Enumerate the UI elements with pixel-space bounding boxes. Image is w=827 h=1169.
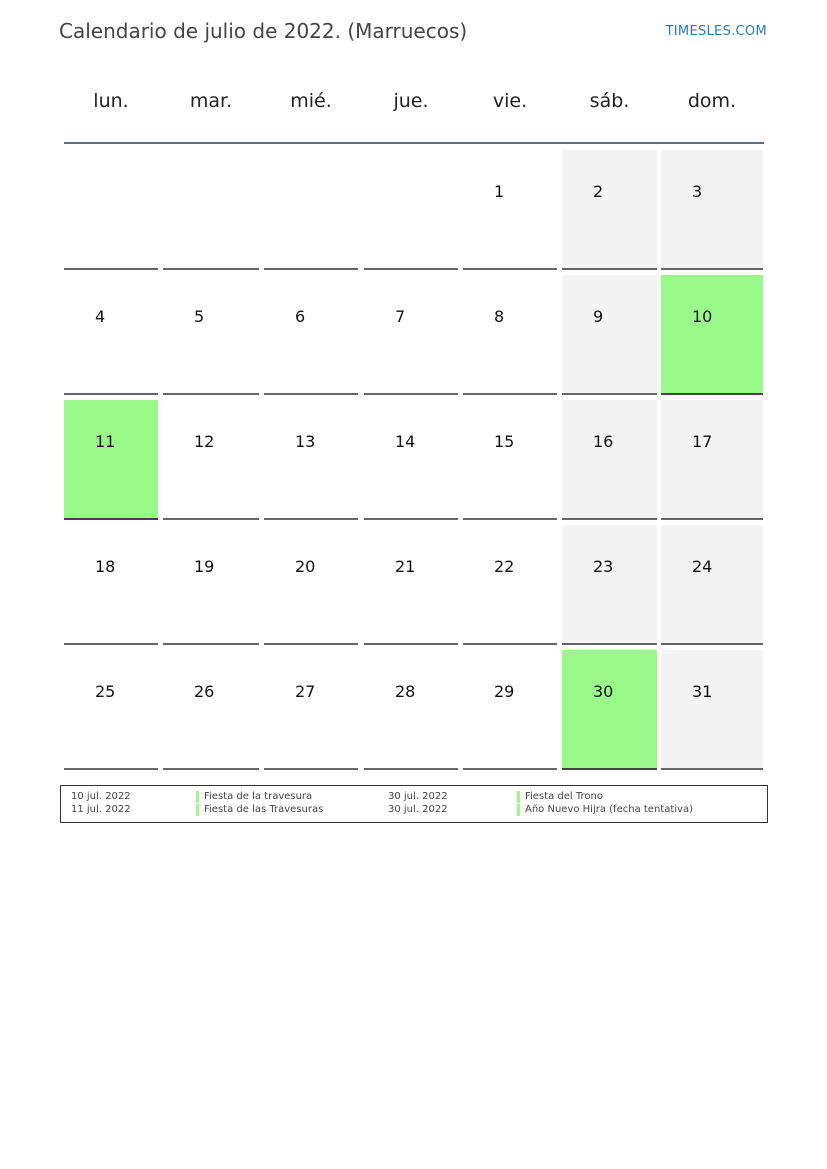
day-cell[interactable] bbox=[463, 400, 557, 520]
day-number: 14 bbox=[395, 432, 416, 451]
legend-color-swatch bbox=[196, 791, 199, 803]
day-number: 18 bbox=[95, 557, 116, 576]
day-cell[interactable] bbox=[463, 650, 557, 770]
day-number: 27 bbox=[295, 682, 316, 701]
day-cell[interactable] bbox=[364, 400, 458, 520]
legend-holiday-name: Año Nuevo Hijra (fecha tentativa) bbox=[525, 804, 693, 815]
legend-item bbox=[71, 804, 431, 816]
day-cell[interactable] bbox=[364, 525, 458, 645]
day-number: 20 bbox=[295, 557, 316, 576]
day-cell[interactable] bbox=[661, 650, 763, 770]
weekday-label: dom. bbox=[687, 90, 737, 112]
day-number: 26 bbox=[194, 682, 215, 701]
weekday-label: vie. bbox=[492, 90, 528, 112]
day-number: 15 bbox=[494, 432, 515, 451]
header-divider bbox=[64, 142, 764, 144]
weekday-header-row bbox=[64, 90, 764, 120]
day-cell[interactable] bbox=[562, 275, 657, 395]
legend-color-swatch bbox=[517, 804, 520, 816]
legend-date: 30 jul. 2022 bbox=[388, 791, 448, 802]
day-number: 28 bbox=[395, 682, 416, 701]
day-number: 2 bbox=[593, 182, 604, 201]
day-cell[interactable] bbox=[463, 150, 557, 270]
day-number: 7 bbox=[395, 307, 406, 326]
day-number: 17 bbox=[692, 432, 713, 451]
legend-item bbox=[388, 791, 748, 803]
day-cell[interactable] bbox=[64, 275, 158, 395]
legend-date: 30 jul. 2022 bbox=[388, 804, 448, 815]
day-number: 16 bbox=[593, 432, 614, 451]
day-number: 13 bbox=[295, 432, 316, 451]
day-cell[interactable] bbox=[264, 525, 358, 645]
day-cell bbox=[264, 150, 358, 270]
legend-holiday-name: Fiesta de la travesura bbox=[204, 791, 313, 802]
legend-date: 10 jul. 2022 bbox=[71, 791, 131, 802]
day-cell[interactable] bbox=[264, 400, 358, 520]
day-cell[interactable] bbox=[64, 525, 158, 645]
day-cell bbox=[163, 150, 259, 270]
day-number: 21 bbox=[395, 557, 416, 576]
legend-color-swatch bbox=[196, 804, 199, 816]
legend-holiday-name: Fiesta del Trono bbox=[525, 791, 603, 802]
day-number: 19 bbox=[194, 557, 215, 576]
day-cell[interactable] bbox=[264, 275, 358, 395]
page-title: Calendario de julio de 2022. (Marruecos) bbox=[59, 19, 468, 43]
day-cell[interactable] bbox=[163, 525, 259, 645]
legend-date: 11 jul. 2022 bbox=[71, 804, 131, 815]
day-cell[interactable] bbox=[661, 275, 763, 395]
legend-color-swatch bbox=[517, 791, 520, 803]
day-number: 10 bbox=[692, 307, 713, 326]
day-cell[interactable] bbox=[562, 400, 657, 520]
day-cell[interactable] bbox=[661, 150, 763, 270]
legend-item bbox=[388, 804, 748, 816]
day-cell[interactable] bbox=[562, 525, 657, 645]
day-number: 8 bbox=[494, 307, 505, 326]
day-cell[interactable] bbox=[463, 525, 557, 645]
day-number: 22 bbox=[494, 557, 515, 576]
day-cell[interactable] bbox=[661, 400, 763, 520]
day-number: 30 bbox=[593, 682, 614, 701]
day-number: 4 bbox=[95, 307, 106, 326]
day-cell[interactable] bbox=[264, 650, 358, 770]
day-cell bbox=[64, 150, 158, 270]
holiday-legend bbox=[60, 785, 768, 823]
day-cell[interactable] bbox=[364, 650, 458, 770]
brand-link[interactable]: TIMESLES.COM bbox=[665, 24, 767, 39]
day-number: 24 bbox=[692, 557, 713, 576]
day-cell[interactable] bbox=[163, 400, 259, 520]
legend-holiday-name: Fiesta de las Travesuras bbox=[204, 804, 324, 815]
day-number: 6 bbox=[295, 307, 306, 326]
day-number: 29 bbox=[494, 682, 515, 701]
day-cell bbox=[364, 150, 458, 270]
weekday-label: mar. bbox=[189, 90, 233, 112]
day-number: 12 bbox=[194, 432, 215, 451]
day-cell[interactable] bbox=[163, 650, 259, 770]
day-number: 23 bbox=[593, 557, 614, 576]
day-number: 31 bbox=[692, 682, 713, 701]
legend-item bbox=[71, 791, 431, 803]
weekday-label: sáb. bbox=[589, 90, 630, 112]
weekday-label: mié. bbox=[290, 90, 332, 112]
day-number: 3 bbox=[692, 182, 703, 201]
weekday-label: lun. bbox=[93, 90, 129, 112]
day-number: 25 bbox=[95, 682, 116, 701]
day-cell[interactable] bbox=[163, 275, 259, 395]
day-number: 11 bbox=[95, 432, 116, 451]
day-cell[interactable] bbox=[64, 650, 158, 770]
day-cell[interactable] bbox=[64, 400, 158, 520]
day-number: 5 bbox=[194, 307, 205, 326]
weekday-label: jue. bbox=[393, 90, 429, 112]
day-cell[interactable] bbox=[562, 150, 657, 270]
day-cell[interactable] bbox=[463, 275, 557, 395]
day-cell[interactable] bbox=[661, 525, 763, 645]
day-number: 1 bbox=[494, 182, 505, 201]
day-number: 9 bbox=[593, 307, 604, 326]
day-cell[interactable] bbox=[562, 650, 657, 770]
day-cell[interactable] bbox=[364, 275, 458, 395]
